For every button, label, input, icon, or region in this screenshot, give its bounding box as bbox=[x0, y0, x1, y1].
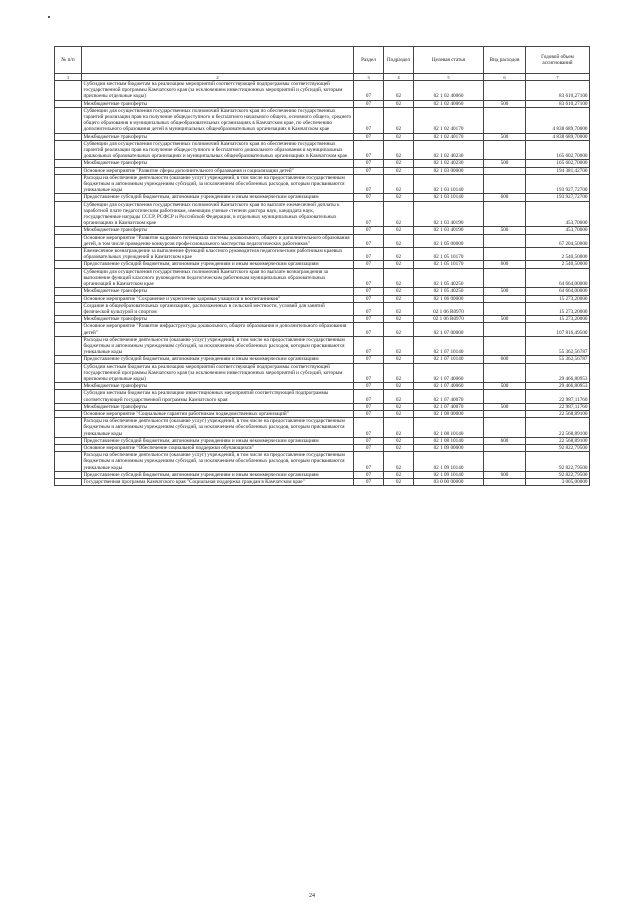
cell-index bbox=[55, 363, 82, 383]
cell-index bbox=[55, 356, 82, 363]
cell-name: Межбюджетные трансферты bbox=[82, 133, 354, 140]
cell-amount: 29 466,80953 bbox=[526, 363, 590, 383]
table-row bbox=[55, 167, 590, 174]
cell-razdel: 07 bbox=[354, 316, 384, 323]
cell-index bbox=[55, 140, 82, 160]
cell-razdel: 07 bbox=[354, 437, 384, 444]
cell-podrazdel: 02 bbox=[384, 444, 414, 451]
cell-index bbox=[55, 227, 82, 234]
table-row bbox=[55, 268, 590, 288]
cell-amount: 194 381,42700 bbox=[526, 167, 590, 174]
cell-statya: 02 1 03 10140 bbox=[414, 194, 484, 201]
cell-index bbox=[55, 478, 82, 485]
table-row bbox=[55, 383, 590, 390]
cell-index bbox=[55, 418, 82, 438]
cell-razdel: 07 bbox=[354, 227, 384, 234]
cell-name: Межбюджетные трансферты bbox=[82, 403, 354, 410]
cell-index bbox=[55, 383, 82, 390]
cell-vid: 500 bbox=[484, 160, 526, 167]
document-page bbox=[54, 46, 589, 486]
cell-index bbox=[55, 261, 82, 268]
cell-index bbox=[55, 248, 82, 261]
cell-name: Ежемесячное вознаграждение за выполнение функций классного руководителя педагогическим работникам краевых образовательных учреждений в Камчатском крае bbox=[82, 248, 354, 261]
cell-statya: 02 1 03 40190 bbox=[414, 227, 484, 234]
cell-vid: 500 bbox=[484, 316, 526, 323]
cell-statya: 02 1 06 00000 bbox=[414, 295, 484, 302]
column-number: 4 bbox=[384, 74, 414, 81]
cell-vid: 500 bbox=[484, 133, 526, 140]
cell-name: Предоставление субсидий бюджетным, автономным учреждениям и иным некоммерческим организациям bbox=[82, 261, 354, 268]
cell-statya: 02 1 05 40250 bbox=[414, 288, 484, 295]
cell-razdel: 07 bbox=[354, 107, 384, 133]
table-row bbox=[55, 194, 590, 201]
cell-amount: 3 005,00000 bbox=[526, 478, 590, 485]
cell-razdel: 07 bbox=[354, 133, 384, 140]
cell-index bbox=[55, 174, 82, 194]
cell-amount: 64 664,00000 bbox=[526, 288, 590, 295]
cell-razdel: 07 bbox=[354, 295, 384, 302]
cell-index bbox=[55, 410, 82, 417]
cell-name: Межбюджетные трансферты bbox=[82, 100, 354, 107]
cell-name: Субвенции для осуществления государственных полномочий Камчатского края по выплате вознаграждения за выполнение функций классного руководителя педагогическим работникам муниципальных образовательных организаций в Камчатском крае bbox=[82, 268, 354, 288]
cell-podrazdel: 02 bbox=[384, 356, 414, 363]
cell-vid bbox=[484, 390, 526, 403]
cell-statya: 02 1 05 10170 bbox=[414, 261, 484, 268]
table-row bbox=[55, 437, 590, 444]
table-row bbox=[55, 444, 590, 451]
cell-index bbox=[55, 133, 82, 140]
header-statya: Целевая статья bbox=[414, 47, 484, 74]
cell-statya: 02 1 03 00000 bbox=[414, 167, 484, 174]
cell-name: Основное мероприятие "Развитие сферы дополнительного образования и социализации детей" bbox=[82, 167, 354, 174]
cell-statya: 02 1 02 40230 bbox=[414, 160, 484, 167]
cell-index bbox=[55, 323, 82, 336]
cell-vid: 500 bbox=[484, 383, 526, 390]
cell-podrazdel: 02 bbox=[384, 471, 414, 478]
cell-name: Расходы на обеспечение деятельности (оказание услуг) учреждений, в том числе на предоставление государственным бюджетным и автономным учреждениям субсидий, за исключением обособленных расходов, которым присваиваются уникальные коды bbox=[82, 452, 354, 472]
cell-vid bbox=[484, 323, 526, 336]
table-row bbox=[55, 261, 590, 268]
cell-razdel: 07 bbox=[354, 288, 384, 295]
cell-index bbox=[55, 201, 82, 227]
cell-vid: 600 bbox=[484, 261, 526, 268]
cell-podrazdel: 02 bbox=[384, 167, 414, 174]
cell-statya: 02 1 07 10140 bbox=[414, 356, 484, 363]
cell-vid bbox=[484, 452, 526, 472]
cell-vid bbox=[484, 295, 526, 302]
table-row bbox=[55, 295, 590, 302]
table-row bbox=[55, 201, 590, 227]
cell-index bbox=[55, 302, 82, 315]
table-row bbox=[55, 160, 590, 167]
cell-razdel: 07 bbox=[354, 444, 384, 451]
cell-statya: 02 1 09 10140 bbox=[414, 471, 484, 478]
cell-vid bbox=[484, 174, 526, 194]
cell-vid bbox=[484, 107, 526, 133]
header-amount: Годовой объем ассигнований bbox=[526, 47, 590, 74]
cell-vid bbox=[484, 140, 526, 160]
cell-amount: 15 273,20000 bbox=[526, 316, 590, 323]
cell-name: Основное мероприятие "Сохранение и укрепление здоровья учащихся и воспитанников" bbox=[82, 295, 354, 302]
table-row bbox=[55, 227, 590, 234]
cell-statya: 02 1 09 00000 bbox=[414, 444, 484, 451]
cell-index bbox=[55, 234, 82, 247]
cell-name: Государственная программа Камчатского края "Социальная поддержка граждан в Камчатском крае" bbox=[82, 478, 354, 485]
cell-amount: 2 540,50000 bbox=[526, 261, 590, 268]
cell-statya: 02 1 07 00000 bbox=[414, 323, 484, 336]
cell-amount: 92 822,79500 bbox=[526, 444, 590, 451]
cell-podrazdel: 02 bbox=[384, 194, 414, 201]
table-row bbox=[55, 452, 590, 472]
cell-amount: 165 602,70000 bbox=[526, 140, 590, 160]
cell-podrazdel: 02 bbox=[384, 323, 414, 336]
header-podrazdel: Подраздел bbox=[384, 47, 414, 74]
cell-vid: 500 bbox=[484, 227, 526, 234]
cell-amount: 453,70000 bbox=[526, 227, 590, 234]
table-body bbox=[55, 81, 590, 486]
cell-amount: 67 204,50000 bbox=[526, 234, 590, 247]
cell-podrazdel: 02 bbox=[384, 234, 414, 247]
cell-amount: 4 838 689,70000 bbox=[526, 107, 590, 133]
cell-name: Предоставление субсидий бюджетным, автономным учреждениям и иным некоммерческим организациям bbox=[82, 194, 354, 201]
table-row bbox=[55, 316, 590, 323]
cell-statya: 02 1 08 10140 bbox=[414, 437, 484, 444]
cell-statya: 02 1 08 10140 bbox=[414, 418, 484, 438]
cell-name: Межбюджетные трансферты bbox=[82, 160, 354, 167]
cell-name: Субсидии местным бюджетам на реализацию мероприятий соответствующей подпрограммы соответствующей государственной программы Камчатского края (за исключением инвестиционных мероприятий и субсидий, которым присвоены отдельные коды) bbox=[82, 363, 354, 383]
cell-razdel: 07 bbox=[354, 167, 384, 174]
cell-vid bbox=[484, 363, 526, 383]
cell-razdel: 07 bbox=[354, 363, 384, 383]
cell-vid: 600 bbox=[484, 194, 526, 201]
cell-name: Основное мероприятие "Социальные гарантии работникам подведомственных организаций" bbox=[82, 410, 354, 417]
cell-name: Расходы на обеспечение деятельности (оказание услуг) учреждений, в том числе на предоставление государственным бюджетным и автономным учреждениям субсидий, за исключением обособленных расходов, которым присваиваются уникальные коды bbox=[82, 174, 354, 194]
cell-razdel: 07 bbox=[354, 234, 384, 247]
cell-razdel: 07 bbox=[354, 356, 384, 363]
cell-statya: 02 1 07 40070 bbox=[414, 390, 484, 403]
cell-index bbox=[55, 471, 82, 478]
cell-statya: 02 1 02 40170 bbox=[414, 107, 484, 133]
cell-razdel: 07 bbox=[354, 201, 384, 227]
cell-amount: 83 610,27100 bbox=[526, 81, 590, 101]
cell-name: Предоставление субсидий бюджетным, автономным учреждениям и иным некоммерческим организациям bbox=[82, 356, 354, 363]
cell-name: Субсидии местным бюджетам на реализацию инвестиционных мероприятий соответствующей подпрограммы соответствующей государственной программы Камчатского края bbox=[82, 390, 354, 403]
cell-index bbox=[55, 403, 82, 410]
cell-name: Субвенции для осуществления государственных полномочий Камчатского края по обеспечению государственных гарантий реализации прав на получение общедоступного и бесплатного начального общего, основного общего, среднего общего образования в муниципальных общеобразовательных организациях в Камчатском крае, по обеспечению дополнительного образования детей в муниципальных общеобразовательных организациях в Камчатском крае bbox=[82, 107, 354, 133]
cell-vid: 600 bbox=[484, 471, 526, 478]
cell-podrazdel: 02 bbox=[384, 452, 414, 472]
cell-podrazdel: 02 bbox=[384, 261, 414, 268]
cell-podrazdel: 02 bbox=[384, 383, 414, 390]
cell-name: Субсидии местным бюджетам на реализацию мероприятий соответствующей подпрограммы соответствующей государственной программы Камчатского края (за исключением инвестиционных мероприятий и субсидий, которым присвоены отдельные коды) bbox=[82, 81, 354, 101]
cell-amount: 22 568,89100 bbox=[526, 418, 590, 438]
cell-index bbox=[55, 336, 82, 356]
table-row bbox=[55, 140, 590, 160]
table-row bbox=[55, 288, 590, 295]
cell-statya: 02 1 02 40170 bbox=[414, 133, 484, 140]
table-row bbox=[55, 234, 590, 247]
table-row bbox=[55, 100, 590, 107]
cell-statya: 02 1 05 10170 bbox=[414, 248, 484, 261]
cell-statya: 02 1 03 40190 bbox=[414, 201, 484, 227]
cell-vid bbox=[484, 234, 526, 247]
cell-amount: 107 816,49500 bbox=[526, 323, 590, 336]
cell-name: Межбюджетные трансферты bbox=[82, 383, 354, 390]
cell-amount: 22 987,11760 bbox=[526, 403, 590, 410]
cell-razdel: 07 bbox=[354, 268, 384, 288]
cell-vid bbox=[484, 81, 526, 101]
cell-podrazdel: 02 bbox=[384, 403, 414, 410]
cell-statya: 02 1 07 40060 bbox=[414, 383, 484, 390]
table-row bbox=[55, 478, 590, 485]
cell-razdel: 07 bbox=[354, 452, 384, 472]
cell-razdel: 07 bbox=[354, 261, 384, 268]
cell-name: Предоставление субсидий бюджетным, автономным учреждениям и иным некоммерческим организациям bbox=[82, 471, 354, 478]
cell-index bbox=[55, 100, 82, 107]
cell-amount: 15 273,20000 bbox=[526, 302, 590, 315]
table-row bbox=[55, 336, 590, 356]
scan-artifact bbox=[48, 16, 50, 18]
cell-index bbox=[55, 316, 82, 323]
cell-razdel: 07 bbox=[354, 471, 384, 478]
cell-index bbox=[55, 81, 82, 101]
cell-statya: 02 1 09 10140 bbox=[414, 452, 484, 472]
table-row bbox=[55, 403, 590, 410]
cell-vid: 500 bbox=[484, 100, 526, 107]
cell-podrazdel: 02 bbox=[384, 478, 414, 485]
cell-amount: 193 927,72700 bbox=[526, 194, 590, 201]
column-number: 3 bbox=[354, 74, 384, 81]
header-index: № п/п bbox=[55, 47, 82, 74]
cell-amount: 92 822,79500 bbox=[526, 471, 590, 478]
cell-name: Создание в общеобразовательных организациях, расположенных в сельской местности, условий для занятий физической культурой и спортом bbox=[82, 302, 354, 315]
cell-name: Межбюджетные трансферты bbox=[82, 227, 354, 234]
cell-razdel: 07 bbox=[354, 478, 384, 485]
table-row bbox=[55, 363, 590, 383]
cell-amount: 55 362,56787 bbox=[526, 336, 590, 356]
cell-podrazdel: 02 bbox=[384, 288, 414, 295]
cell-vid bbox=[484, 302, 526, 315]
table-row bbox=[55, 471, 590, 478]
cell-vid bbox=[484, 336, 526, 356]
cell-vid bbox=[484, 410, 526, 417]
cell-vid: 600 bbox=[484, 356, 526, 363]
cell-statya: 02 1 05 00000 bbox=[414, 234, 484, 247]
cell-podrazdel: 02 bbox=[384, 437, 414, 444]
column-number: 6 bbox=[484, 74, 526, 81]
cell-podrazdel: 02 bbox=[384, 336, 414, 356]
table-row bbox=[55, 248, 590, 261]
budget-table bbox=[54, 46, 590, 486]
cell-vid: 600 bbox=[484, 437, 526, 444]
cell-podrazdel: 02 bbox=[384, 81, 414, 101]
cell-vid bbox=[484, 268, 526, 288]
cell-podrazdel: 02 bbox=[384, 316, 414, 323]
column-number: 7 bbox=[526, 74, 590, 81]
cell-index bbox=[55, 295, 82, 302]
cell-amount: 22 987,11760 bbox=[526, 390, 590, 403]
cell-index bbox=[55, 390, 82, 403]
cell-index bbox=[55, 437, 82, 444]
cell-amount: 29 466,80953 bbox=[526, 383, 590, 390]
table-row bbox=[55, 133, 590, 140]
table-row bbox=[55, 356, 590, 363]
cell-name: Межбюджетные трансферты bbox=[82, 316, 354, 323]
column-number-row bbox=[55, 74, 590, 81]
cell-podrazdel: 02 bbox=[384, 295, 414, 302]
cell-razdel: 07 bbox=[354, 383, 384, 390]
cell-podrazdel: 02 bbox=[384, 174, 414, 194]
cell-name: Основное мероприятие "Развитие инфраструктуры дошкольного, общего образования и дополнительного образования детей" bbox=[82, 323, 354, 336]
cell-razdel: 07 bbox=[354, 174, 384, 194]
cell-razdel: 07 bbox=[354, 81, 384, 101]
cell-podrazdel: 02 bbox=[384, 100, 414, 107]
table-header-row bbox=[55, 47, 590, 74]
cell-razdel: 07 bbox=[354, 323, 384, 336]
cell-name: Предоставление субсидий бюджетным, автономным учреждениям и иным некоммерческим организациям bbox=[82, 437, 354, 444]
cell-razdel: 07 bbox=[354, 160, 384, 167]
cell-podrazdel: 02 bbox=[384, 410, 414, 417]
cell-statya: 02 1 03 10140 bbox=[414, 174, 484, 194]
cell-razdel: 07 bbox=[354, 418, 384, 438]
cell-name: Расходы на обеспечение деятельности (оказание услуг) учреждений, в том числе на предоставление государственным бюджетным и автономным учреждениям субсидий, за исключением обособленных расходов, которым присваиваются уникальные коды bbox=[82, 336, 354, 356]
cell-index bbox=[55, 268, 82, 288]
table-row bbox=[55, 81, 590, 101]
cell-vid bbox=[484, 248, 526, 261]
cell-amount: 165 602,70000 bbox=[526, 160, 590, 167]
cell-statya: 02 1 02 40230 bbox=[414, 140, 484, 160]
cell-podrazdel: 02 bbox=[384, 107, 414, 133]
cell-razdel: 07 bbox=[354, 403, 384, 410]
cell-name: Основное мероприятие "Обеспечение социальной поддержки обучающихся" bbox=[82, 444, 354, 451]
cell-statya: 02 1 02 40060 bbox=[414, 100, 484, 107]
cell-podrazdel: 02 bbox=[384, 140, 414, 160]
cell-index bbox=[55, 107, 82, 133]
cell-name: Расходы на обеспечение деятельности (оказание услуг) учреждений, в том числе на предоставление государственным бюджетным и автономным учреждениям субсидий, за исключением обособленных расходов, которым присваиваются уникальные коды bbox=[82, 418, 354, 438]
cell-statya: 02 1 02 40060 bbox=[414, 81, 484, 101]
column-number: 1 bbox=[55, 74, 82, 81]
table-row bbox=[55, 107, 590, 133]
column-number: 5 bbox=[414, 74, 484, 81]
cell-razdel: 07 bbox=[354, 336, 384, 356]
table-row bbox=[55, 390, 590, 403]
cell-podrazdel: 02 bbox=[384, 302, 414, 315]
cell-vid bbox=[484, 167, 526, 174]
table-row bbox=[55, 174, 590, 194]
cell-vid bbox=[484, 201, 526, 227]
table-row bbox=[55, 410, 590, 417]
cell-podrazdel: 02 bbox=[384, 390, 414, 403]
cell-razdel: 07 bbox=[354, 410, 384, 417]
cell-index bbox=[55, 444, 82, 451]
cell-amount: 22 568,89100 bbox=[526, 410, 590, 417]
table-row bbox=[55, 323, 590, 336]
cell-vid bbox=[484, 444, 526, 451]
cell-statya: 02 1 06 R0970 bbox=[414, 316, 484, 323]
cell-amount: 15 273,20000 bbox=[526, 295, 590, 302]
cell-amount: 22 568,89100 bbox=[526, 437, 590, 444]
cell-statya: 02 1 05 40250 bbox=[414, 268, 484, 288]
cell-name: Субвенции для осуществления государственных полномочий Камчатского края по выплате ежемесячной доплаты к заработной плате педагогическим работникам, имеющим ученые степени доктора наук, кандидата наук, государственные награды СССР, РСФСР и Российской Федерации, в отдельных муниципальных образовательных организациях в Камчатском крае bbox=[82, 201, 354, 227]
cell-amount: 4 838 689,70000 bbox=[526, 133, 590, 140]
cell-index bbox=[55, 452, 82, 472]
cell-index bbox=[55, 194, 82, 201]
cell-razdel: 07 bbox=[354, 100, 384, 107]
cell-podrazdel: 02 bbox=[384, 248, 414, 261]
cell-podrazdel: 02 bbox=[384, 160, 414, 167]
cell-podrazdel: 02 bbox=[384, 227, 414, 234]
cell-name: Субвенции для осуществления государственных полномочий Камчатского края по обеспечению государственных гарантий реализации прав на получение общедоступного и бесплатного дошкольного образования в муниципальных дошкольных образовательных организациях и муниципальных общеобразовательных организациях в Камчатском крае bbox=[82, 140, 354, 160]
header-razdel: Раздел bbox=[354, 47, 384, 74]
cell-index bbox=[55, 167, 82, 174]
cell-vid bbox=[484, 478, 526, 485]
cell-amount: 2 540,50000 bbox=[526, 248, 590, 261]
cell-index bbox=[55, 288, 82, 295]
header-name bbox=[82, 47, 354, 74]
cell-index bbox=[55, 160, 82, 167]
cell-vid bbox=[484, 418, 526, 438]
cell-podrazdel: 02 bbox=[384, 201, 414, 227]
cell-podrazdel: 02 bbox=[384, 418, 414, 438]
cell-vid: 500 bbox=[484, 288, 526, 295]
cell-statya: 02 1 08 00000 bbox=[414, 410, 484, 417]
cell-amount: 64 664,00000 bbox=[526, 268, 590, 288]
cell-vid: 500 bbox=[484, 403, 526, 410]
cell-statya: 02 1 07 40070 bbox=[414, 403, 484, 410]
cell-name: Основное мероприятие "Развитие кадрового потенциала системы дошкольного, общего и дополнительного образования детей, в том числе проведение конкурсов профессионального мастерства педагогических работников" bbox=[82, 234, 354, 247]
page-number: 24 bbox=[309, 893, 315, 899]
cell-razdel: 07 bbox=[354, 194, 384, 201]
cell-statya: 02 1 06 R0970 bbox=[414, 302, 484, 315]
cell-amount: 453,70000 bbox=[526, 201, 590, 227]
cell-razdel: 07 bbox=[354, 302, 384, 315]
cell-name: Межбюджетные трансферты bbox=[82, 288, 354, 295]
cell-razdel: 07 bbox=[354, 140, 384, 160]
cell-podrazdel: 02 bbox=[384, 268, 414, 288]
cell-amount: 92 822,79500 bbox=[526, 452, 590, 472]
cell-podrazdel: 02 bbox=[384, 133, 414, 140]
column-number: 2 bbox=[82, 74, 354, 81]
cell-statya: 02 1 07 10140 bbox=[414, 336, 484, 356]
cell-amount: 83 610,27100 bbox=[526, 100, 590, 107]
cell-podrazdel: 02 bbox=[384, 363, 414, 383]
cell-amount: 55 362,56787 bbox=[526, 356, 590, 363]
table-row bbox=[55, 418, 590, 438]
header-vid: Вид расходов bbox=[484, 47, 526, 74]
cell-amount: 193 927,72700 bbox=[526, 174, 590, 194]
cell-statya: 02 1 07 40060 bbox=[414, 363, 484, 383]
cell-statya: 03 0 00 00000 bbox=[414, 478, 484, 485]
table-row bbox=[55, 302, 590, 315]
cell-razdel: 07 bbox=[354, 248, 384, 261]
cell-razdel: 07 bbox=[354, 390, 384, 403]
